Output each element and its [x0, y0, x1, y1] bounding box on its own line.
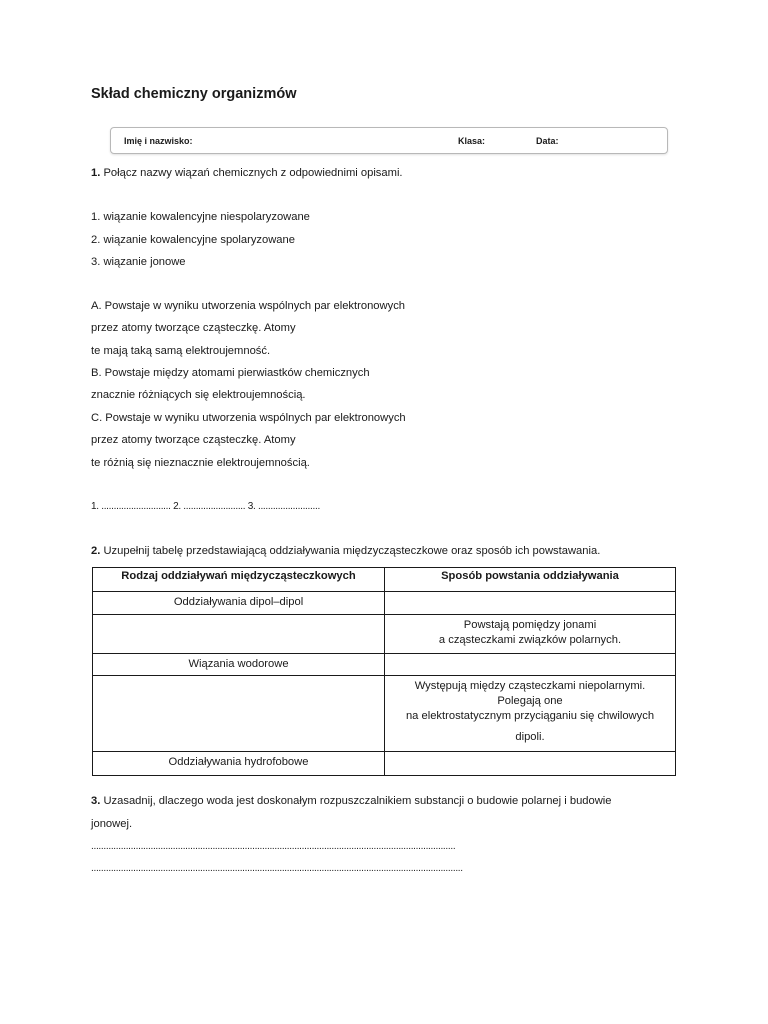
task2-instruction — [91, 545, 600, 557]
task1-answer-line: 1. ............................ 2. ......................... 3. ......................... — [91, 501, 320, 512]
student-info-box — [110, 127, 668, 154]
description-line: przez atomy tworzące cząsteczkę. Atomy — [91, 322, 296, 334]
table-header: Rodzaj oddziaływań międzycząsteczkowych — [93, 568, 385, 592]
description-line: te różnią się nieznacznie elektroujemnością. — [91, 457, 310, 469]
table-cell-blank — [385, 654, 676, 676]
table-header: Sposób powstania oddziaływania — [385, 568, 676, 592]
table-cell: Wiązania wodorowe — [93, 654, 385, 676]
description-line: znacznie różniących się elektroujemnością. — [91, 389, 306, 401]
task3-answer-line: ...................................................................................................................................................... — [91, 863, 463, 874]
task3-answer-line: ................................................................................................................................................... — [91, 841, 456, 852]
table-row — [93, 592, 676, 615]
table-cell: Oddziaływania hydrofobowe — [93, 752, 385, 776]
table-row — [93, 654, 676, 676]
description-line: A. Powstaje w wyniku utworzenia wspólnych par elektronowych — [91, 300, 406, 312]
task3-number: 3. — [91, 795, 101, 807]
table-row — [93, 676, 676, 752]
description-line: C. Powstaje w wyniku utworzenia wspólnych par elektronowych — [91, 412, 406, 424]
bond-item: 3. wiązanie jonowe — [91, 256, 186, 268]
task3-text-cont: jonowej. — [91, 818, 133, 830]
class-label: Klasa: — [458, 136, 486, 146]
task1-number: 1. — [91, 167, 101, 179]
table-row — [93, 615, 676, 654]
task2-text: Uzupełnij tabelę przedstawiającą oddziaływania międzycząsteczkowe oraz sposób ich powstawania. — [103, 545, 601, 557]
description-line: te mają taką samą elektroujemność. — [91, 345, 271, 357]
table-cell: Powstają pomiędzy jonami a cząsteczkami związków polarnych. — [385, 615, 676, 654]
description-line: przez atomy tworzące cząsteczkę. Atomy — [91, 434, 296, 446]
task2-number: 2. — [91, 545, 101, 557]
bond-item: 1. wiązanie kowalencyjne niespolaryzowane — [91, 211, 310, 223]
table-cell-blank — [385, 752, 676, 776]
interactions-table — [92, 567, 676, 776]
task3-instruction — [91, 795, 612, 807]
description-line: B. Powstaje między atomami pierwiastków chemicznych — [91, 367, 370, 379]
task3-text: Uzasadnij, dlaczego woda jest doskonałym rozpuszczalnikiem substancji o budowie polarnej i budowie — [103, 795, 612, 807]
table-cell: Oddziaływania dipol–dipol — [93, 592, 385, 615]
task1-instruction — [91, 167, 403, 179]
page-title: Skład chemiczny organizmów — [91, 86, 297, 102]
table-cell-blank — [93, 676, 385, 752]
bond-item: 2. wiązanie kowalencyjne spolaryzowane — [91, 234, 295, 246]
table-row — [93, 752, 676, 776]
table-cell: Występują między cząsteczkami niepolarnymi. Polegają one na elektrostatycznym przyciąganiu się chwilowych dipoli. — [385, 676, 676, 752]
table-cell-blank — [93, 615, 385, 654]
name-label: Imię i nazwisko: — [124, 136, 193, 146]
date-label: Data: — [536, 136, 559, 146]
table-cell-blank — [385, 592, 676, 615]
table-header-row — [93, 568, 676, 592]
task1-text: Połącz nazwy wiązań chemicznych z odpowiednimi opisami. — [103, 167, 403, 179]
